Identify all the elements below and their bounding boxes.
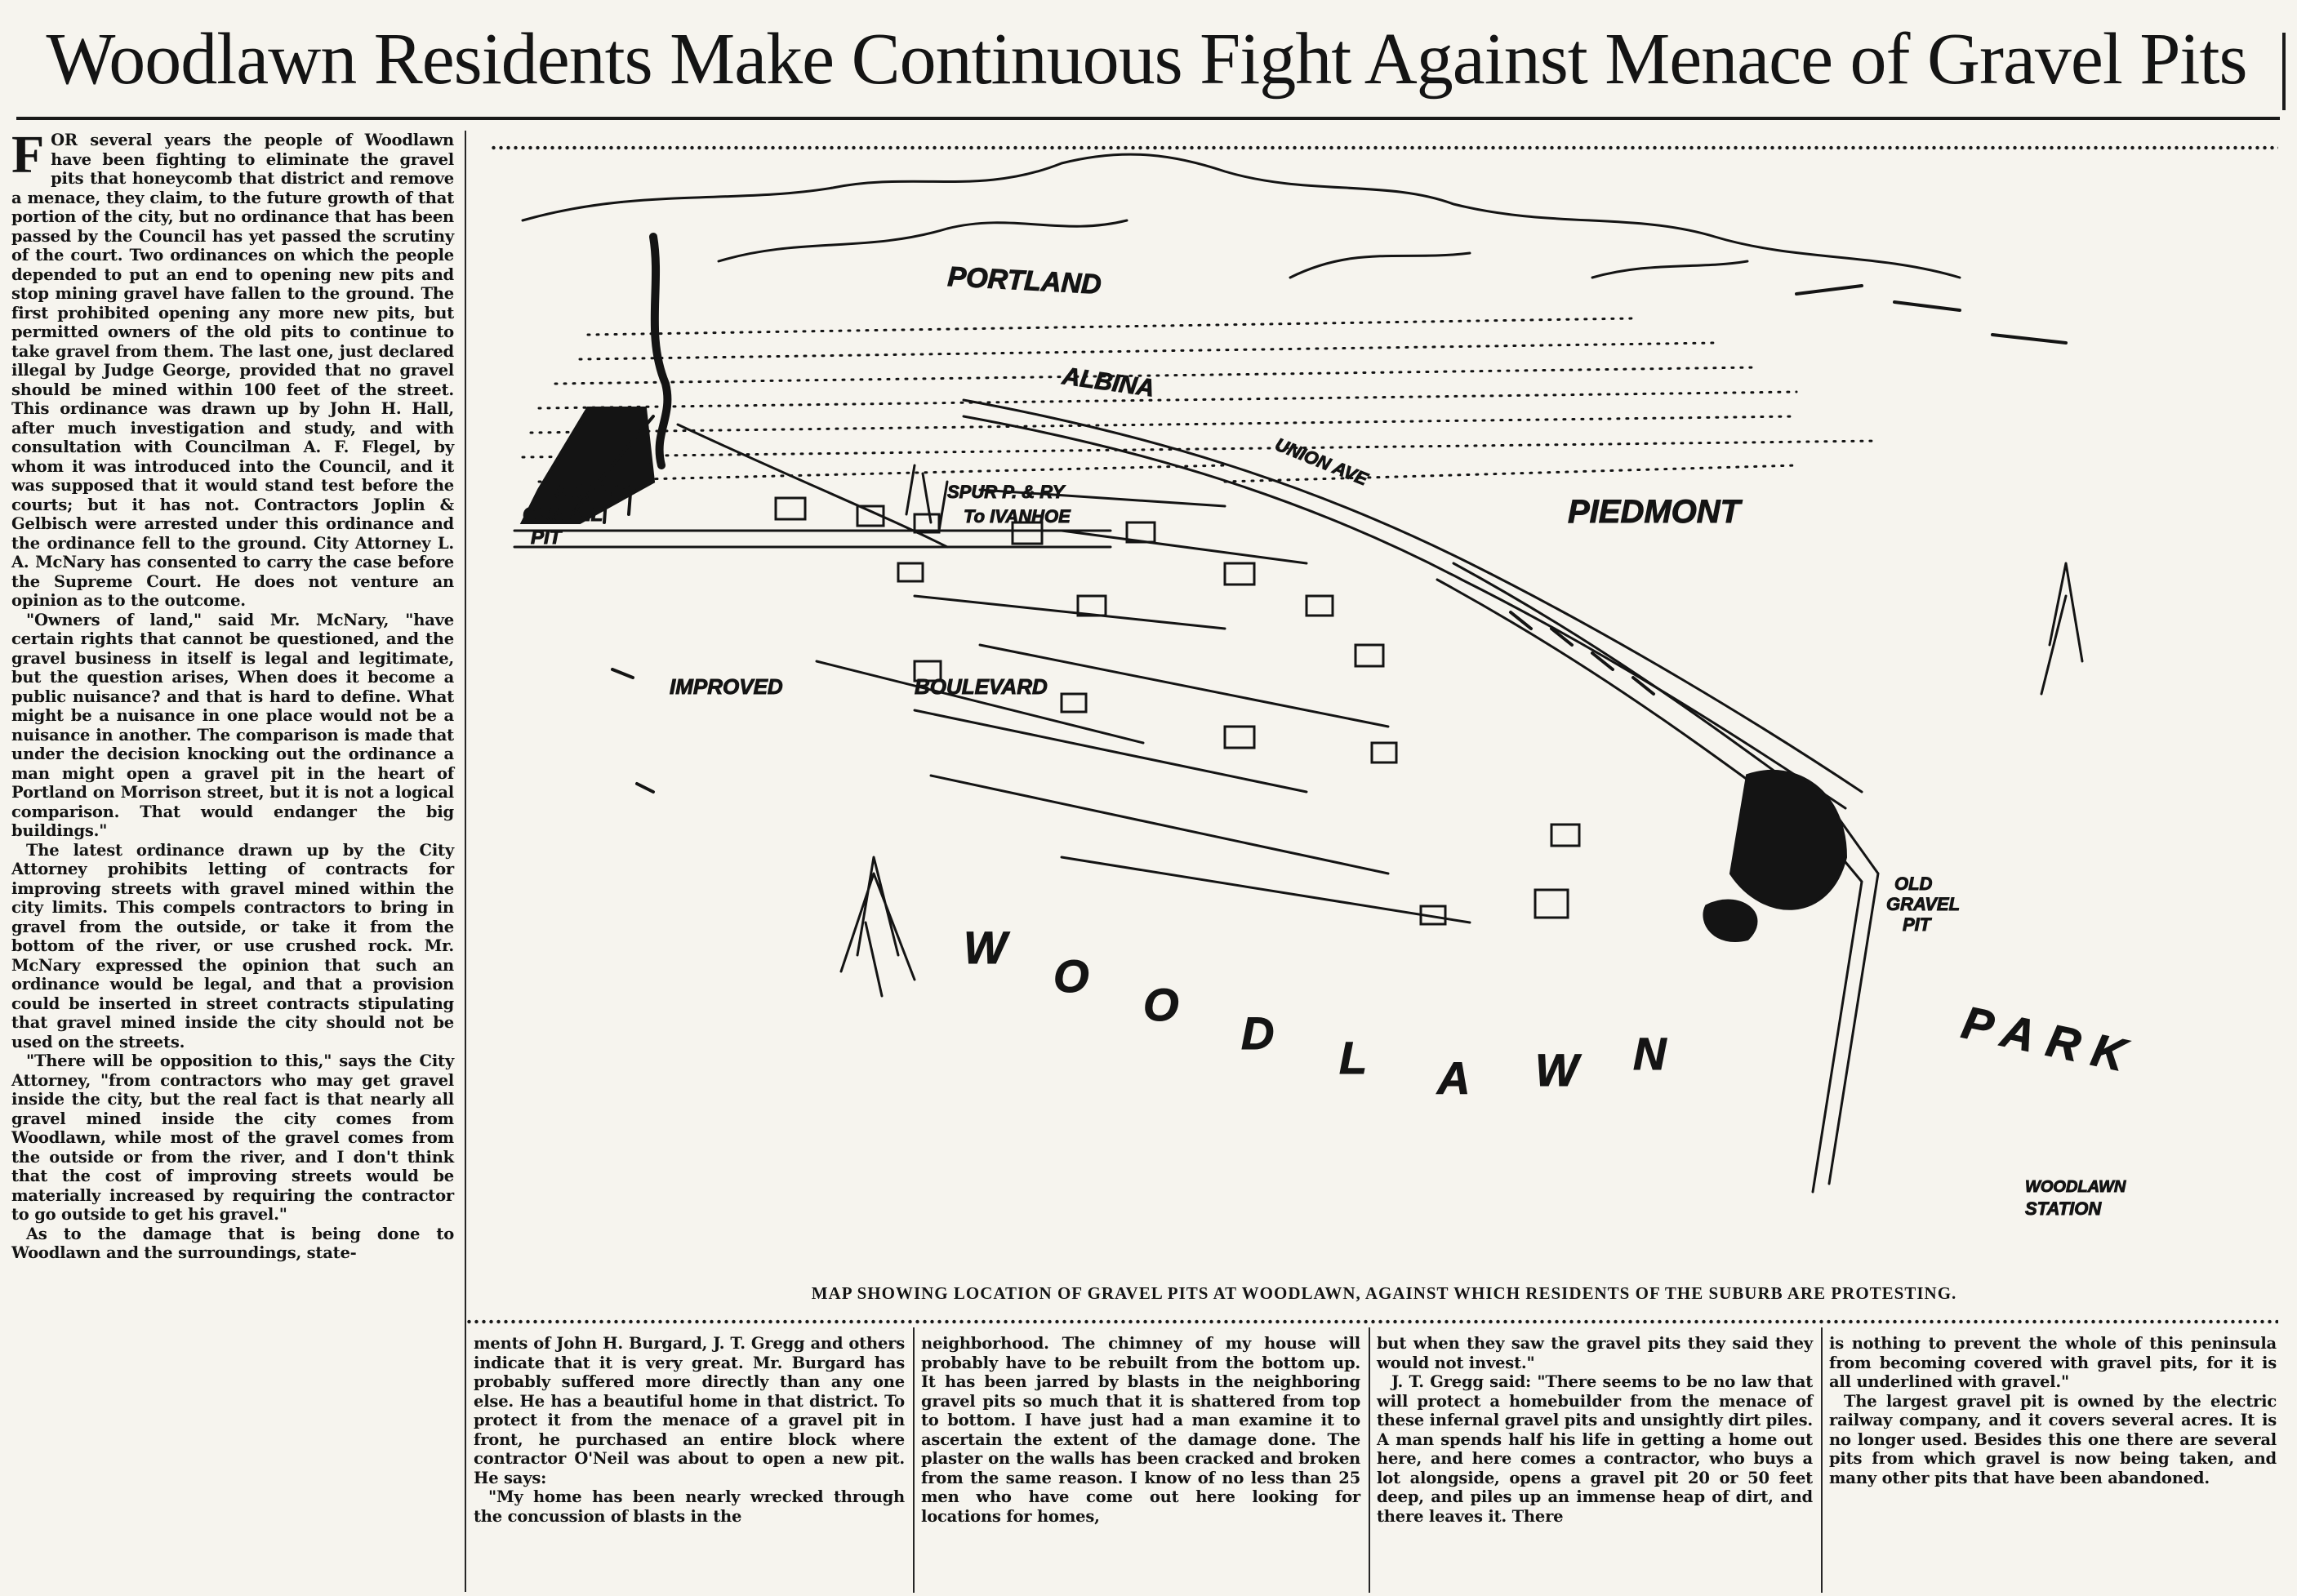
bottom-column-1 bbox=[474, 1334, 905, 1595]
woodlawn-letter: O bbox=[1053, 950, 1089, 1002]
bottom-column-2 bbox=[921, 1334, 1360, 1595]
map-drawing bbox=[490, 139, 2278, 1274]
woodlawn-letter: W bbox=[964, 922, 1007, 973]
label-gravel: GRAVEL bbox=[523, 504, 603, 526]
woodlawn-letter: L bbox=[1339, 1032, 1368, 1083]
woodlawn-letter: A bbox=[1437, 1052, 1471, 1104]
label-old: OLD bbox=[1894, 874, 1933, 894]
right-edge-rule bbox=[2282, 33, 2286, 110]
map-bottom-dotted-rule bbox=[465, 1319, 2278, 1324]
paragraph: The largest gravel pit is owned by the electric railway company, and it covers several acres. It is no longer used. Besides this one there are several pits from which gravel is now being taken, and many other pits that have been abandoned. bbox=[1829, 1391, 2277, 1487]
label-albina: ALBINA bbox=[1061, 362, 1156, 402]
mountain-ridge bbox=[1796, 286, 2066, 343]
label-old-pit: PIT bbox=[1903, 914, 1931, 935]
headline-rule bbox=[16, 117, 2280, 120]
label-union-ave: UNION AVE bbox=[1272, 433, 1371, 490]
lead-paragraph-text: OR several years the people of Woodlawn have been fighting to eliminate the gravel pits that honeycomb that district and remove a menace, they claim, to the future growth of that portion of the city, but no ordinance that has been passed by the Council has yet passed the scrutiny of the court. Two ordinances on which the people depended to put an end to opening new pits and stop mining gravel have fallen to the ground. The first prohibited opening any more new pits, but permitted owners of the old pits to continue to take gravel from them. The last one, just declared illegal by Judge George, provided that no gravel should be mined within 100 feet of the street. This ordinance was drawn up by John H. Hall, after much investigation and study, and with consultation with Councilman A. F. Flegel, by whom it was introduced into the Council, and it was supposed that it would stand test before the courts; but it has not. Contractors Joplin & Gelbisch were arrested under this ordinance and the ordinance fell to the ground. City Attorney L. A. McNary has consented to carry the case before the Supreme Court. He does not venture an opinion as to the outcome. bbox=[11, 131, 454, 610]
label-piedmont: PIEDMONT bbox=[1568, 494, 1741, 530]
label-old-gravel: GRAVEL bbox=[1886, 894, 1961, 914]
map-caption: MAP SHOWING LOCATION OF GRAVEL PITS AT WOODLAWN, AGAINST WHICH RESIDENTS OF THE SUBURB ARE PROTESTING. bbox=[811, 1283, 1957, 1303]
paragraph: J. T. Gregg said: "There seems to be no law that will protect a homebuilder from the menace of these infernal gravel pits and unsightly dirt piles. A man spends half his life in getting a home out here, and here comes a contractor, who buys a lot alongside, opens a gravel pit 20 or 50 feet deep, and piles up an immense heap of dirt, and there leaves it. There bbox=[1377, 1372, 1813, 1526]
paragraph: As to the damage that is being done to Woodlawn and the surroundings, state- bbox=[11, 1224, 454, 1262]
woodlawn-map bbox=[490, 139, 2278, 1274]
old-gravel-pit bbox=[1704, 771, 1845, 940]
paragraph: ments of John H. Burgard, J. T. Gregg and others indicate that it is very great. Mr. Burgard has probably suffered more directly than any one else. He has a beautiful home in that district. To protect it from the menace of a gravel pit in front, he purchased an entire block where contractor O'Neil was about to open a new pit. He says: bbox=[474, 1334, 905, 1487]
paragraph: neighborhood. The chimney of my house will probably have to be rebuilt from the bottom up. It has been jarred by blasts in the neighboring gravel pits so much that it is shattered from top to bottom. I have just had a man examine it to ascertain the extent of the damage done. The plaster on the walls has been cracked and broken from the same reason. I know of no less than 25 men who have come out here looking for locations for homes, bbox=[921, 1334, 1360, 1526]
label-portland: PORTLAND bbox=[946, 261, 1102, 300]
mountain-range bbox=[523, 154, 1960, 278]
headline: Woodlawn Residents Make Continuous Fight Against Menace of Gravel Pits bbox=[46, 19, 2247, 100]
label-to-ivanhoe: To IVANHOE bbox=[964, 506, 1071, 527]
article-left-column bbox=[11, 125, 454, 1584]
label-station: STATION bbox=[2025, 1198, 2102, 1219]
woodlawn-letter: N bbox=[1633, 1028, 1667, 1079]
label-recent: RECENT bbox=[547, 481, 628, 503]
bottom-column-4 bbox=[1829, 1334, 2277, 1595]
column-rule bbox=[1821, 1327, 1823, 1593]
column-rule bbox=[1369, 1327, 1370, 1593]
spur-line bbox=[678, 425, 947, 547]
woodlawn-letter: O bbox=[1143, 979, 1179, 1030]
drop-cap: F bbox=[11, 125, 45, 184]
label-park: PARK bbox=[1957, 996, 2143, 1084]
column-rule bbox=[465, 131, 466, 1592]
label-spur: SPUR P. & RY bbox=[947, 482, 1065, 502]
bottom-column-3 bbox=[1377, 1334, 1813, 1595]
label-woodlawn-station: WOODLAWN bbox=[2025, 1178, 2126, 1196]
paragraph: but when they saw the gravel pits they said they would not invest." bbox=[1377, 1334, 1813, 1372]
paragraph: "My home has been nearly wrecked through the concussion of blasts in the bbox=[474, 1487, 905, 1526]
paragraph: "There will be opposition to this," says the City Attorney, "from contractors who may get gravel inside the city, but the real fact is that nearly all gravel mined inside the city comes from Woodlawn, while most of the gravel comes from the outside or from the river, and I don't think that the cost of improving streets would be materially increased by requiring the contractor to go outside to get his gravel." bbox=[11, 1051, 454, 1224]
label-boulevard: BOULEVARD bbox=[915, 674, 1048, 699]
label-pit: PIT bbox=[531, 527, 562, 549]
column-rule bbox=[913, 1327, 915, 1593]
woodlawn-letter: W bbox=[1535, 1044, 1578, 1096]
lead-paragraph bbox=[11, 125, 454, 611]
woodlawn-letter: D bbox=[1241, 1007, 1275, 1059]
paragraph: The latest ordinance drawn up by the City Attorney prohibits letting of contracts for improving streets with gravel mined within the city limits. This compels contractors to bring in gravel from the outside, or take it from the bottom of the river, or use crushed rock. Mr. McNary expressed the opinion that such an ordinance would be legal, and that a provision could be inserted in street contracts stipulating that gravel mined inside the city should not be used on the streets. bbox=[11, 840, 454, 1051]
mountain-ridge bbox=[719, 220, 1747, 278]
road-dashes bbox=[612, 612, 1654, 792]
paragraph: is nothing to prevent the whole of this peninsula from becoming covered with gravel pits, for it is all underlined with gravel." bbox=[1829, 1334, 2277, 1391]
houses bbox=[776, 498, 1579, 924]
paragraph: "Owners of land," said Mr. McNary, "have certain rights that cannot be questioned, and the gravel business in itself is legal and legitimate, but the question arises, When does it become a public nuisance? and that is hard to define. What might be a nuisance in one place would not be a nuisance in another. The comparison is made that under the decision knocking out the ordinance a man might open a gravel pit in the heart of Portland on Morrison street, but it is not a logical comparison. That would endanger the big buildings." bbox=[11, 610, 454, 840]
label-improved: IMPROVED bbox=[670, 674, 783, 699]
